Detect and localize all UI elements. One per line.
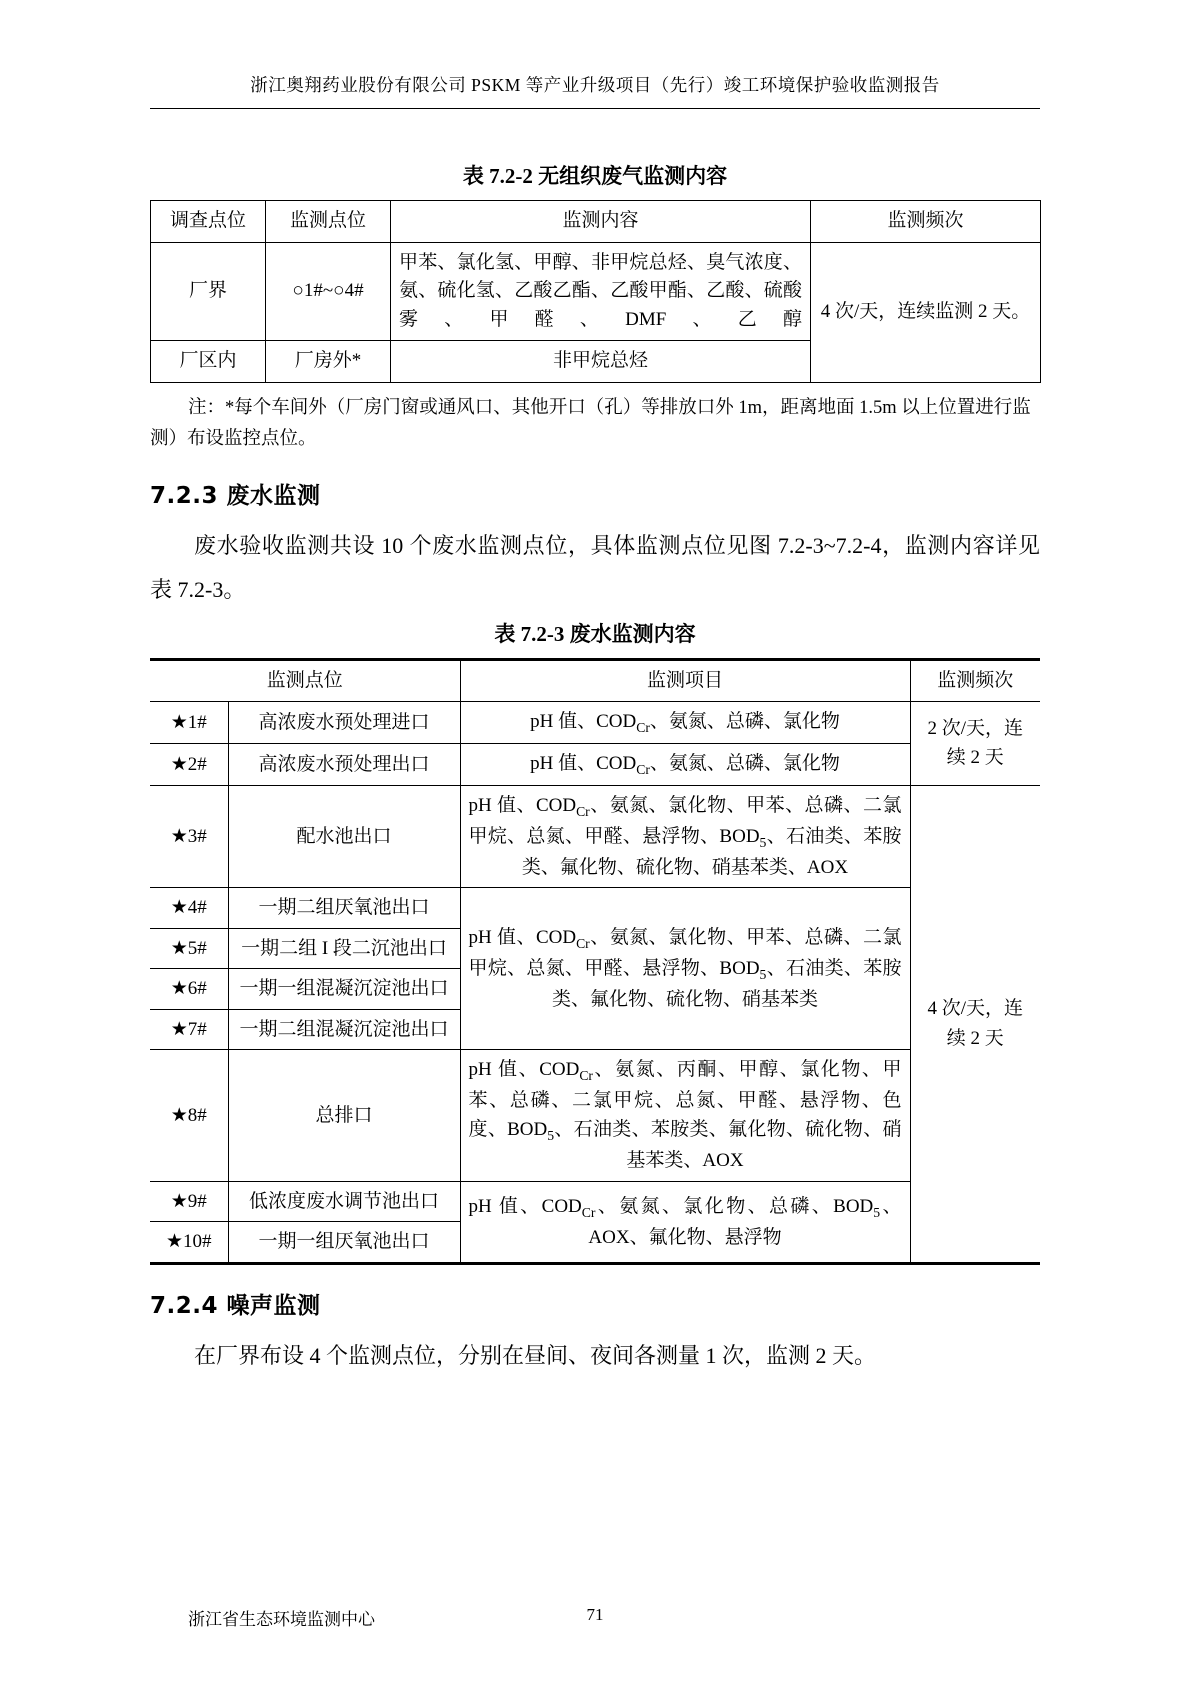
table-723-r3-id: ★4# — [150, 888, 228, 928]
table-722-r0-content: 甲苯、氯化氢、甲醇、非甲烷总烃、臭气浓度、氨、硫化氢、乙酸乙酯、乙酸甲酯、乙酸、硫酸雾、甲醛、DMF、乙醇 — [391, 242, 811, 341]
table-723-r2-name: 配水池出口 — [228, 785, 460, 887]
table-722-r0-site: 厂界 — [151, 242, 266, 341]
table-723-r4-id: ★5# — [150, 928, 228, 968]
table-722 — [150, 200, 1041, 383]
table-723-freq-1-2: 2 次/天，连续 2 天 — [910, 701, 1040, 785]
table-722-col-2: 监测内容 — [391, 201, 811, 243]
table-723-r0-name: 高浓废水预处理进口 — [228, 701, 460, 743]
table-723-r7-items: pH 值、$COD_{Cr}$、氨氮、丙酮、甲醇、氯化物、甲苯、总磷、二氯甲烷、总氮、甲醛、悬浮物、色度、$BOD_5$、石油类、苯胺类、氟化物、硫化物、硝基苯类、AOX — [460, 1050, 910, 1182]
table-722-r1-content: 非甲烷总烃 — [391, 341, 811, 383]
footer-organization: 浙江省生态环境监测中心 — [188, 1610, 375, 1629]
table-row — [150, 660, 1040, 701]
running-header: 浙江奥翔药业股份有限公司 PSKM 等产业升级项目（先行）竣工环境保护验收监测报告 — [250, 75, 940, 95]
heading-723: 7.2.3 废水监测 — [150, 483, 321, 510]
table-723-r6-id: ★7# — [150, 1009, 228, 1049]
table-row — [150, 785, 1040, 887]
table-722-col-3: 监测频次 — [811, 201, 1041, 243]
table-723-r0-items: pH 值、$COD_{Cr}$、氨氮、总磷、氯化物 — [460, 701, 910, 743]
table-722-r1-point: 厂房外* — [266, 341, 391, 383]
heading-724: 7.2.4 噪声监测 — [150, 1292, 321, 1319]
table-723-freq-rest: 4 次/天，连续 2 天 — [910, 785, 1040, 1263]
table-723-r1-id: ★2# — [150, 743, 228, 785]
table-722-col-1: 监测点位 — [266, 201, 391, 243]
table-723-r5-id: ★6# — [150, 969, 228, 1009]
table-723-col-0: 监测点位 — [150, 660, 460, 701]
table-723-caption: 表 7.2-3 废水监测内容 — [494, 622, 696, 647]
table-722-col-0: 调查点位 — [151, 201, 266, 243]
table-722-r0-point: ○1#~○4# — [266, 242, 391, 341]
table-722-frequency: 4 次/天，连续监测 2 天。 — [811, 242, 1041, 382]
table-row — [150, 701, 1040, 743]
table-row — [150, 1181, 1040, 1221]
page-content — [150, 160, 1040, 1384]
table-row — [150, 1050, 1040, 1182]
table-723 — [150, 658, 1040, 1264]
table-723-r3-name: 一期二组厌氧池出口 — [228, 888, 460, 928]
table-723-r2-items: pH 值、$COD_{Cr}$、氨氮、氯化物、甲苯、总磷、二氯甲烷、总氮、甲醛、悬浮物、$BOD_5$、石油类、苯胺类、氟化物、硫化物、硝基苯类、AOX — [460, 785, 910, 887]
paragraph-724: 在厂界布设 4 个监测点位，分别在昼间、夜间各测量 1 次，监测 2 天。 — [194, 1342, 877, 1368]
footer-page-number: 71 — [586, 1605, 604, 1624]
table-722-caption: 表 7.2-2 无组织废气监测内容 — [462, 164, 728, 188]
table-row — [151, 242, 1041, 341]
table-723-r6-name: 一期二组混凝沉淀池出口 — [228, 1009, 460, 1049]
table-723-col-2: 监测频次 — [910, 660, 1040, 701]
table-row — [151, 201, 1041, 243]
header-divider — [150, 108, 1040, 109]
table-723-r0-id: ★1# — [150, 701, 228, 743]
table-row — [150, 888, 1040, 928]
table-722-note — [150, 393, 1040, 456]
table-723-r7-name: 总排口 — [228, 1050, 460, 1182]
table-723-r9-id: ★10# — [150, 1222, 228, 1263]
table-723-r1-items: pH 值、$COD_{Cr}$、氨氮、总磷、氯化物 — [460, 743, 910, 785]
table-723-r4-name: 一期二组 I 段二沉池出口 — [228, 928, 460, 968]
table-723-r2-id: ★3# — [150, 785, 228, 887]
table-row — [150, 743, 1040, 785]
table-723-r5-name: 一期一组混凝沉淀池出口 — [228, 969, 460, 1009]
table-723-items-4-7: pH 值、$COD_{Cr}$、氨氮、氯化物、甲苯、总磷、二氯甲烷、总氮、甲醛、悬浮物、$BOD_5$、石油类、苯胺类、氟化物、硫化物、硝基苯类 — [460, 888, 910, 1050]
paragraph-723: 废水验收监测共设 10 个废水监测点位，具体监测点位见图 7.2-3~7.2-4，监测内容详见表 7.2-3。 — [150, 533, 1040, 603]
table-723-r8-name: 低浓度废水调节池出口 — [228, 1181, 460, 1221]
table-722-r1-site: 厂区内 — [151, 341, 266, 383]
table-723-r1-name: 高浓废水预处理出口 — [228, 743, 460, 785]
table-723-r7-id: ★8# — [150, 1050, 228, 1182]
table-723-items-9-10: pH 值、$COD_{Cr}$、氨氮、氯化物、总磷、$BOD_5$、AOX、氟化物、悬浮物 — [460, 1181, 910, 1263]
table-723-col-1: 监测项目 — [460, 660, 910, 701]
table-723-r8-id: ★9# — [150, 1181, 228, 1221]
table-722-note-text: 注：*每个车间外（厂房门窗或通风口、其他开口（孔）等排放口外 1m，距离地面 1.5m 以上位置进行监测）布设监控点位。 — [150, 397, 1031, 449]
table-723-r9-name: 一期一组厌氧池出口 — [228, 1222, 460, 1263]
